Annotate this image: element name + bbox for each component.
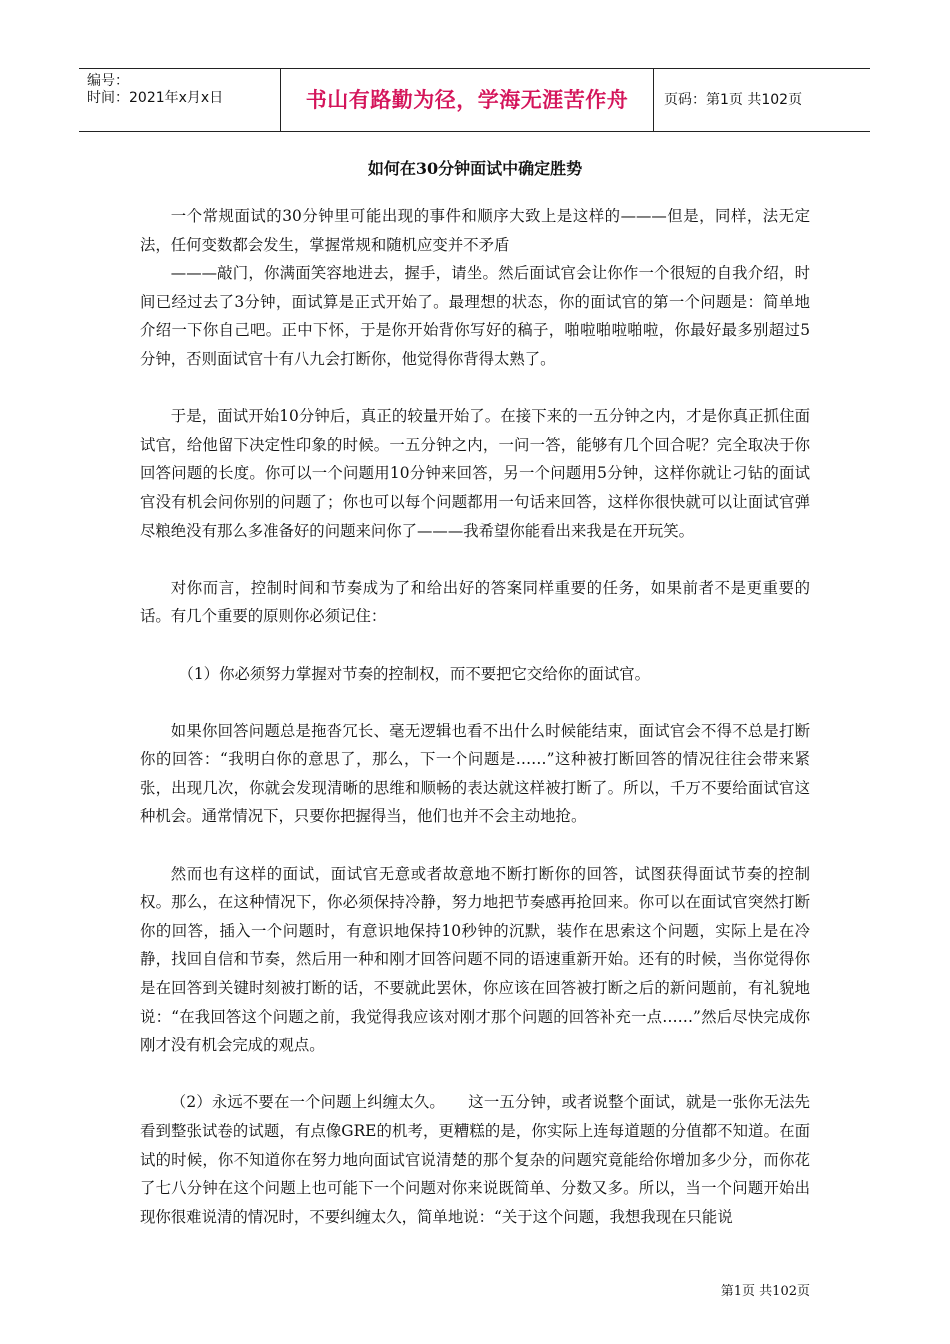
principle-2-paragraph: （2）永远不要在一个问题上纠缠太久。 这一五分钟，或者说整个面试，就是一张你无法先看到整张试卷的试题，有点像GRE的机考，更糟糕的是，你实际上连每道题的分值都不知道。在面试的时候，你不知道你在努力地向面试官说清楚的那个复杂的问题究竟能给你增加多少分，而你花了七八分钟在这个问题上也可能下一个问题对你来说既简单、分数又多。所以，当一个问题开始出现你很难说清的情况时，不要纠缠太久，简单地说：“关于这个问题，我想我现在只能说 xyxy=(140,1093,810,1226)
paragraph-time-control: 对你而言，控制时间和节奏成为了和给出好的答案同样重要的任务，如果前者不是更重要的话。有几个重要的原则你必须记住： xyxy=(140,578,810,626)
principle-1-heading: （1）你必须努力掌握对节奏的控制权，而不要把它交给你的面试官。 xyxy=(178,664,651,683)
page-header xyxy=(79,68,870,132)
document-number-label: 编号： xyxy=(87,73,129,89)
header-page-cell xyxy=(654,69,870,131)
paragraph-intro: 一个常规面试的30分钟里可能出现的事件和顺序大致上是这样的———但是，同样，法无定法，任何变数都会发生，掌握常规和随机应变并不矛盾 xyxy=(140,207,810,254)
header-page-info: 页码：第1页 共102页 xyxy=(664,92,803,108)
document-title: 如何在30分钟面试中确定胜势 xyxy=(367,159,583,178)
header-meta-cell xyxy=(79,69,281,131)
page-footer: 第1页 共102页 xyxy=(720,1284,810,1299)
document-body xyxy=(140,202,810,1231)
paragraph-interruptions: 如果你回答问题总是拖沓冗长、毫无逻辑也看不出什么时候能结束，面试官会不得不总是打断你的回答：“我明白你的意思了，那么，下一个问题是……”这种被打断回答的情况往往会带来紧张，出现几次，你就会发现清晰的思维和顺畅的表达就这样被打断了。所以，千万不要给面试官这种机会。通常情况下，只要你把握得当，他们也并不会主动地抢。 xyxy=(140,721,810,826)
header-motto-cell xyxy=(281,69,654,131)
header-motto: 书山有路勤为径，学海无涯苦作舟 xyxy=(305,88,629,112)
paragraph-regain-rhythm: 然而也有这样的面试，面试官无意或者故意地不断打断你的回答，试图获得面试节奏的控制权。那么，在这种情况下，你必须保持冷静，努力地把节奏感再抢回来。你可以在面试官突然打断你的回答，插入一个问题时，有意识地保持10秒钟的沉默，装作在思索这个问题，实际上是在冷静，找回自信和节奏，然后用一种和刚才回答问题不同的语速重新开始。还有的时候，当你觉得你是在回答到关键时刻被打断的话，不要就此罢休，你应该在回答被打断之后的新问题前，有礼貌地说：“在我回答这个问题之前，我觉得我应该对刚才那个问题的回答补充一点……”然后尽快完成你刚才没有机会完成的观点。 xyxy=(140,864,810,1055)
document-date-label: 时间：2021年x月x日 xyxy=(87,90,224,106)
paragraph-opening: ———敲门，你满面笑容地进去，握手，请坐。然后面试官会让你作一个很短的自我介绍，时间已经过去了3分钟，面试算是正式开始了。最理想的状态，你的面试官的第一个问题是：简单地介绍一下你自己吧。正中下怀，于是你开始背你写好的稿子，啪啦啪啦啪啦，你最好最多别超过5分钟，否则面试官十有八九会打断你，他觉得你背得太熟了。 xyxy=(140,264,810,368)
paragraph-main-contest: 于是，面试开始10分钟后，真正的较量开始了。在接下来的一五分钟之内，才是你真正抓住面试官，给他留下决定性印象的时候。一五分钟之内，一问一答，能够有几个回合呢？完全取决于你回答问题的长度。你可以一个问题用10分钟来回答，另一个问题用5分钟，这样你就让刁钻的面试官没有机会问你别的问题了；你也可以每个问题都用一句话来回答，这样你很快就可以让面试官弹尽粮绝没有那么多准备好的问题来问你了———我希望你能看出来我是在开玩笑。 xyxy=(140,407,810,540)
